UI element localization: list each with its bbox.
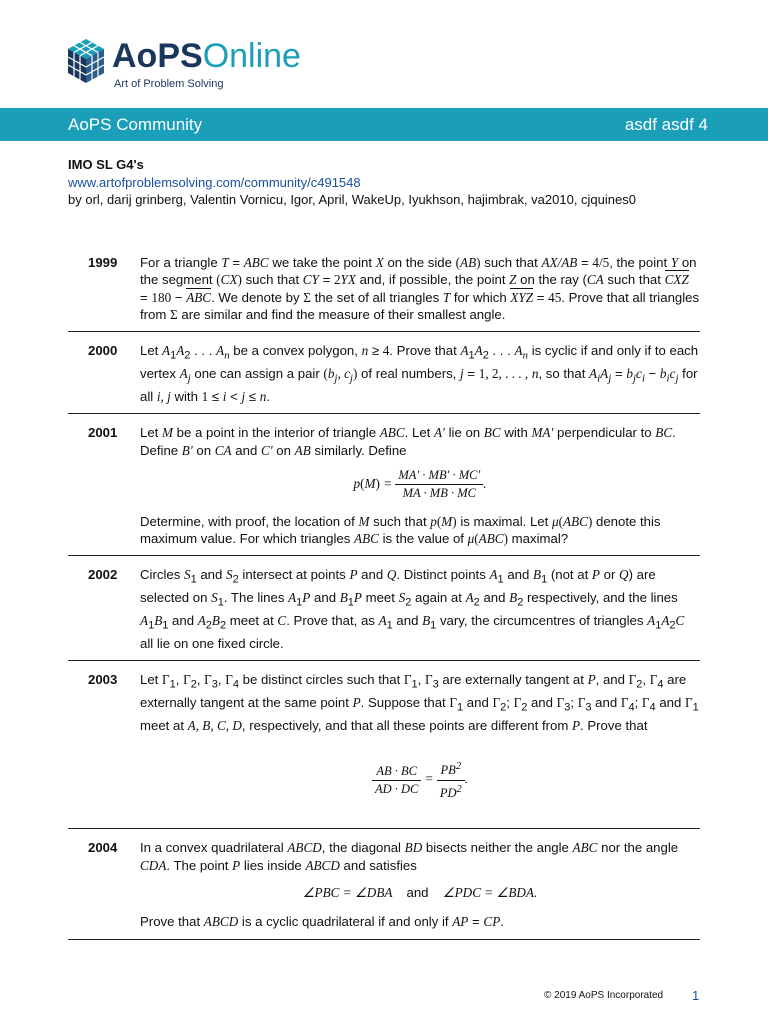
problem-text: Let M be a point in the interior of triangle ABC. Let A′ lie on BC with MA′ perpendicular to BC. Define B′ on CA and C′ on AB similarly. Define p(M) = $\frac{MA' \cdot MB' \cdot MC'}{MA \cdot MB \cdot MC}$ . Determine, with proof, the location of M such that p(M) is maximal. Let μ(ABC) denote this maximum value. For which triangles ABC is the value of μ(ABC) maximal?	[140, 424, 700, 547]
formula-angles: ∠PBC = ∠DBA and ∠PDC = ∠BDA.	[302, 884, 538, 900]
problem-year: 2003	[88, 672, 118, 688]
aops-cube-icon	[66, 38, 106, 84]
logo-tagline: Art of Problem Solving	[114, 78, 224, 90]
community-banner	[0, 108, 768, 141]
formula-p-of-m: p(M) = $\frac{MA' \cdot MB' \cdot MC'}{MA \cdot MB \cdot MC}$ .	[353, 467, 487, 501]
problem-text: Let $A_1A_2$ . . . $A_n$ be a convex polygon, n ≥ 4. Prove that $A_1A_2$ . . . $A_n$ is cyclic if and only if to each vertex $A_j$ one can assign a pair ($b_j$, $c_j$) of real numbers, j = 1, 2, . . . , n, so that $A_iA_j = b_jc_i - b_ic_j$ for all i, j with 1 ≤ i < j ≤ n.	[140, 343, 699, 405]
problem-text: For a triangle T = ABC we take the point X on the side (AB) such that AX/AB = 4/5, the point Y on the segment (CX) such that CY = 2YX and, if possible, the point Z on the ray (CA such that CXZ = 180 − ABC. We denote by Σ the set of all triangles T for which XYZ = 45. Prove that all triangles from Σ are similar and find the measure of their smallest angle.	[140, 255, 700, 322]
logo-name-bold: AoPS	[112, 37, 203, 75]
problem-2000	[68, 340, 700, 414]
problem-year: 2002	[88, 567, 118, 583]
problem-list	[68, 252, 700, 948]
problem-year: 1999	[88, 255, 118, 270]
document-url-link[interactable]: www.artofproblemsolving.com/community/c491548	[68, 174, 361, 190]
problem-year: 2001	[88, 425, 118, 441]
problem-text: Let $\Gamma_1$, $\Gamma_2$, $\Gamma_3$, $\Gamma_4$ be distinct circles such that $\Gamma_1$, $\Gamma_3$ are externally tangent at P, and $\Gamma_2$, $\Gamma_4$ are externally tangent at the same point P. Suppose that $\Gamma_1$ and $\Gamma_2$; $\Gamma_2$ and $\Gamma_3$; $\Gamma_3$ and $\Gamma_4$; $\Gamma_4$ and $\Gamma_1$ meet at A, B, C, D, respectively, and that all these points are different from P. Prove that $\frac{AB \cdot BC}{AD \cdot DC}$ = $\frac{PB^2}{PD^2}$ .	[140, 671, 700, 820]
footer-copyright: © 2019 AoPS Incorporated	[544, 990, 664, 1001]
problem-2003	[68, 669, 700, 829]
logo-name-light: Online	[202, 37, 301, 75]
page-number: 1	[692, 988, 700, 1003]
aops-logo[interactable]	[66, 38, 326, 94]
problem-2004	[68, 837, 700, 939]
problem-year: 2004	[88, 840, 118, 856]
problem-text: In a convex quadrilateral ABCD, the diagonal BD bisects neither the angle ABC nor the angle CDA. The point P lies inside ABCD and satisfies ∠PBC = ∠DBA and ∠PDC = ∠BDA. Prove that ABCD is a cyclic quadrilateral if and only if AP = CP.	[140, 839, 700, 930]
banner-user: asdf asdf 4	[624, 115, 708, 134]
logo-title	[112, 36, 301, 76]
document-authors: by orl, darij grinberg, Valentin Vornicu, Igor, April, WakeUp, Iyukhson, hajimbrak, va2010, cjquines0	[68, 192, 636, 207]
formula-ratio: $\frac{AB \cdot BC}{AD \cdot DC}$ = $\frac{PB^2}{PD^2}$ .	[140, 758, 700, 802]
document-title: IMO SL G4's	[68, 157, 144, 172]
document-header	[68, 156, 708, 209]
problem-year: 2000	[88, 343, 118, 359]
problem-2002	[68, 564, 700, 661]
banner-title: AoPS Community	[68, 115, 203, 134]
problem-2001	[68, 422, 700, 556]
problem-1999	[68, 252, 700, 332]
problem-text: Circles $S_1$ and $S_2$ intersect at points P and Q. Distinct points $A_1$ and $B_1$ (not at P or Q) are selected on $S_1$. The lines $A_1P$ and $B_1P$ meet $S_2$ again at $A_2$ and $B_2$ respectively, and the lines $A_1B_1$ and $A_2B_2$ meet at C. Prove that, as $A_1$ and $B_1$ vary, the circumcentres of triangles $A_1A_2C$ all lie on one fixed circle.	[140, 567, 685, 651]
